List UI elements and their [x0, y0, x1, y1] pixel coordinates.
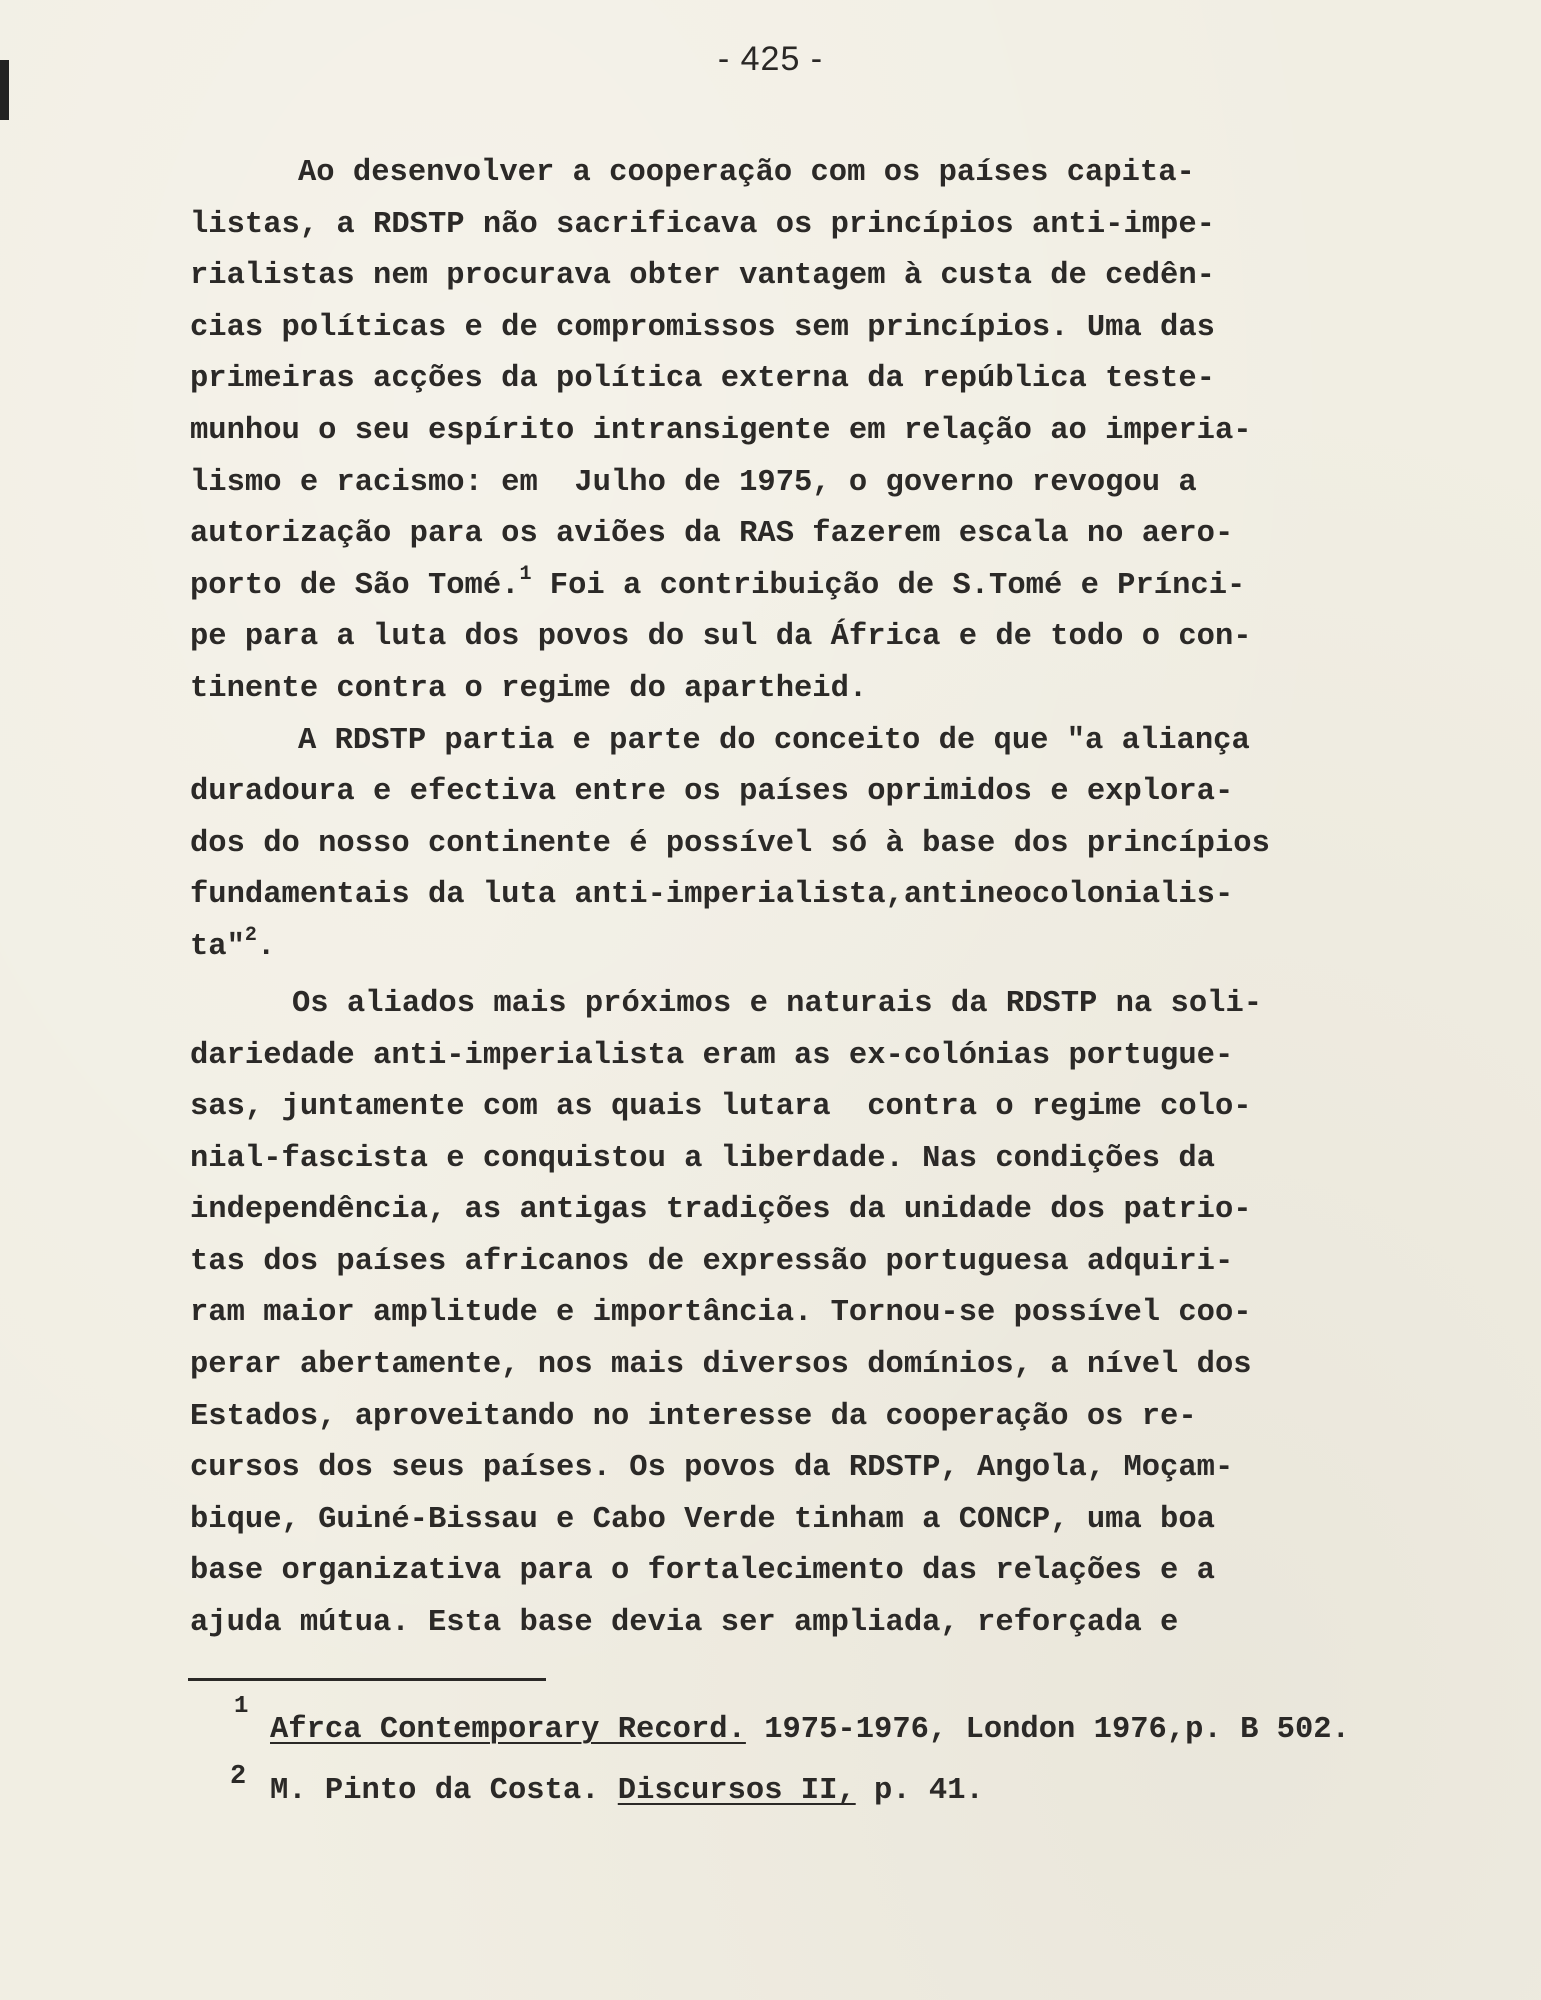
paragraph-3-line: Os aliados mais próximos e naturais da RDSTP na soli-: [292, 986, 1263, 1021]
paragraph-1-line: primeiras acções da política externa da república teste-: [190, 362, 1215, 397]
paragraph-3-line: bique, Guiné-Bissau e Cabo Verde tinham a CONCP, uma boa: [190, 1502, 1215, 1537]
footnote-divider: [188, 1678, 546, 1681]
paragraph-3-line: nial-fascista e conquistou a liberdade. Nas condições da: [190, 1141, 1215, 1176]
paragraph-3-line: cursos dos seus países. Os povos da RDSTP, Angola, Moçam-: [190, 1451, 1234, 1486]
footnote-title: Afrca Contemporary Record.: [270, 1713, 746, 1747]
paragraph-3-line: ajuda mútua. Esta base devia ser ampliada, reforçada e: [190, 1606, 1179, 1641]
paragraph-3-line: perar abertamente, nos mais diversos domínios, a nível dos: [190, 1348, 1252, 1383]
footnote-rest: 1975-1976, London 1976,p. B 502.: [745, 1713, 1350, 1747]
footnote-title: Discursos II,: [617, 1774, 856, 1808]
footnote-ref-1: 1: [519, 562, 532, 586]
footnote-author: M. Pinto da Costa.: [270, 1774, 618, 1808]
paragraph-1-line: autorização para os aviões da RAS fazerem escala no aero-: [190, 517, 1234, 552]
footnote-text: [270, 1713, 1350, 1747]
paragraph-1-line: munhou o seu espírito intransigente em relação ao imperia-: [190, 413, 1252, 448]
paragraph-3-line: dariedade anti-imperialista eram as ex-colónias portugue-: [190, 1038, 1234, 1073]
line-text: ta": [190, 929, 245, 964]
footnote-1: [190, 1693, 1510, 1764]
footnote-text: [270, 1774, 984, 1808]
paragraph-1-line: lismo e racismo: em Julho de 1975, o governo revogou a: [190, 465, 1197, 500]
paragraph-3-line: Estados, aproveitando no interesse da cooperação os re-: [190, 1399, 1197, 1434]
paragraph-3-line: independência, as antigas tradições da unidade dos patrio-: [190, 1193, 1252, 1228]
paragraph-2-line: dos do nosso continente é possível só à base dos princípios: [190, 826, 1270, 861]
body-text: [190, 148, 1430, 1650]
paragraph-2-line: duradoura e efectiva entre os países oprimidos e explora-: [190, 775, 1234, 810]
line-text: .: [256, 929, 276, 964]
footnote-rest: p. 41.: [855, 1774, 984, 1808]
paragraph-1-line: [190, 561, 1430, 613]
paragraph-3-line: ram maior amplitude e importância. Tornou-se possível coo-: [190, 1296, 1252, 1331]
line-text: porto de São Tomé.: [190, 568, 520, 603]
paragraph-2-line: A RDSTP partia e parte do conceito de que "a aliança: [298, 723, 1250, 758]
paragraph-1-line: Ao desenvolver a cooperação com os países capita-: [298, 156, 1195, 190]
paragraph-1-line: pe para a luta dos povos do sul da África e de todo o con-: [190, 620, 1252, 655]
paragraph-1-line: cias políticas e de compromissos sem princípios. Uma das: [190, 310, 1215, 345]
footnote-number: 1: [234, 1693, 249, 1720]
footnote-2: [190, 1764, 1510, 1827]
paragraph-1-line: listas, a RDSTP não sacrificava os princípios anti-impe-: [190, 207, 1215, 242]
line-text: Foi a contribuição de S.Tomé e Prínci-: [531, 568, 1246, 603]
paragraph-3-line: tas dos países africanos de expressão portuguesa adquiri-: [190, 1244, 1234, 1279]
footnote-ref-2: 2: [244, 923, 257, 947]
paragraph-1-line: rialistas nem procurava obter vantagem à custa de cedên-: [190, 259, 1215, 294]
paragraph-2-line: [190, 922, 1430, 979]
footnote-number: 2: [230, 1762, 247, 1792]
footnotes: [190, 1693, 1510, 1827]
paragraph-2-line: fundamentais da luta anti-imperialista,antineocolonialis-: [190, 878, 1234, 913]
paragraph-3-line: base organizativa para o fortalecimento das relações e a: [190, 1554, 1215, 1589]
page-number: - 425 -: [717, 40, 824, 78]
paragraph-1-line: tinente contra o regime do apartheid.: [190, 671, 868, 706]
paragraph-3-line: sas, juntamente com as quais lutara contra o regime colo-: [190, 1090, 1252, 1125]
